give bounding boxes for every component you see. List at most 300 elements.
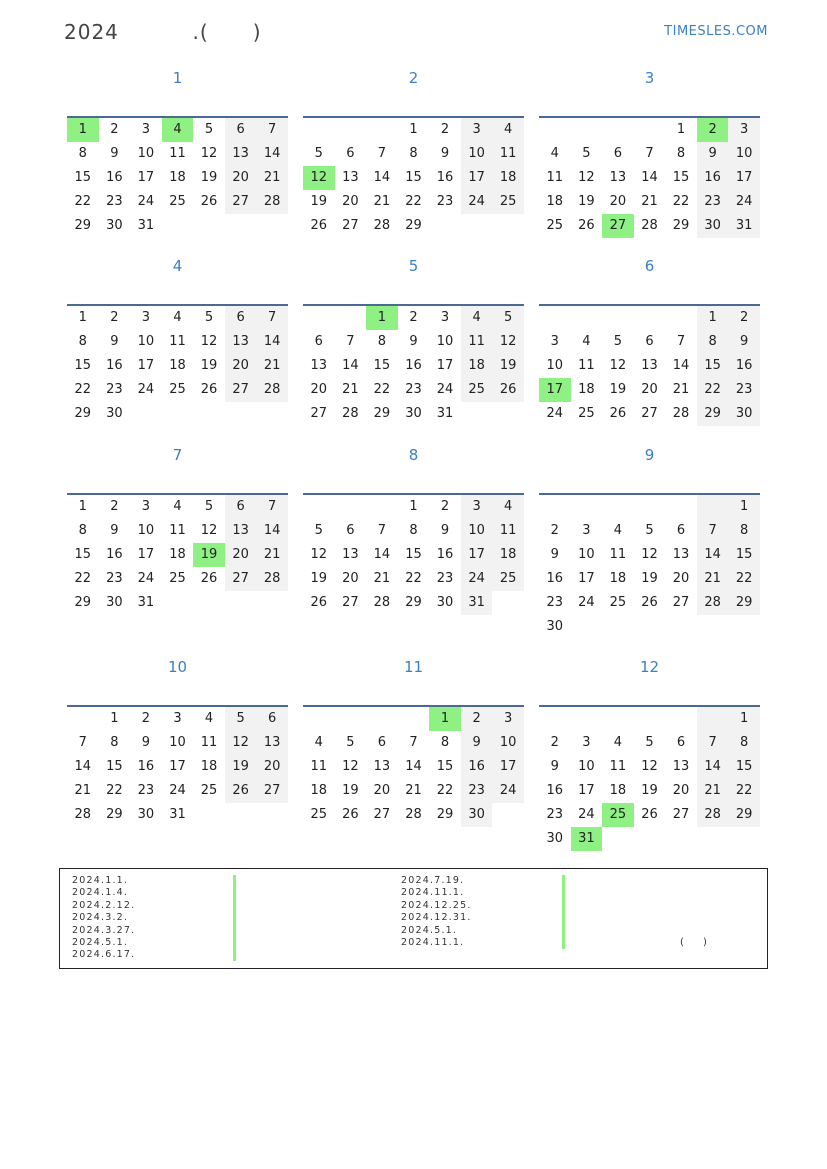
- day-cell: 11: [492, 142, 524, 166]
- day-cell: 31: [571, 827, 603, 851]
- day-cell: 4: [550, 146, 559, 161]
- day-cell: 31: [137, 595, 155, 610]
- month-label: 4: [172, 257, 183, 275]
- day-cell: 27: [225, 567, 257, 591]
- day-cell: 10: [546, 358, 564, 373]
- day-blank: [335, 495, 367, 519]
- day-cell: 18: [492, 166, 524, 190]
- day-cell: 9: [110, 334, 119, 349]
- month-label: 10: [167, 658, 188, 676]
- day-cell: 31: [137, 218, 155, 233]
- month-days-grid: [303, 304, 524, 426]
- day-blank: [665, 306, 697, 330]
- day-cell: 12: [225, 731, 257, 755]
- month-days-grid: [67, 493, 288, 615]
- day-cell: 13: [225, 330, 257, 354]
- day-blank: [602, 707, 634, 731]
- day-cell: 14: [697, 543, 729, 567]
- day-cell: 11: [200, 735, 218, 750]
- day-cell: 31: [169, 807, 186, 822]
- day-cell: 28: [256, 190, 288, 214]
- day-cell: 17: [137, 170, 155, 185]
- day-cell: 22: [405, 571, 422, 586]
- day-cell: 30: [728, 402, 760, 426]
- day-cell: 25: [492, 567, 524, 591]
- day-cell: 10: [436, 334, 454, 349]
- day-cell: 12: [641, 759, 658, 774]
- day-cell: 21: [373, 194, 391, 209]
- day-cell: 1: [728, 707, 760, 731]
- day-cell: 20: [225, 543, 257, 567]
- day-cell: 17: [578, 783, 595, 798]
- day-cell: 29: [697, 402, 729, 426]
- day-cell: 18: [169, 547, 186, 562]
- legend-note: ( ): [680, 937, 707, 948]
- day-cell: 12: [200, 523, 218, 538]
- day-cell: 23: [697, 190, 729, 214]
- day-cell: 17: [436, 358, 454, 373]
- holiday-list-right: [401, 875, 472, 949]
- day-cell: 24: [461, 567, 493, 591]
- holiday-date: 2024.6.17.: [72, 949, 136, 961]
- day-blank: [335, 306, 367, 330]
- day-blank: [697, 495, 729, 519]
- day-blank: [366, 707, 398, 731]
- day-cell: 21: [373, 571, 391, 586]
- day-cell: 7: [697, 519, 729, 543]
- day-cell: 29: [728, 591, 760, 615]
- day-cell: 27: [225, 190, 257, 214]
- day-cell: 19: [342, 783, 359, 798]
- day-cell: 24: [169, 783, 186, 798]
- day-cell: 7: [377, 146, 387, 161]
- day-cell: 29: [74, 595, 92, 610]
- day-blank: [602, 118, 634, 142]
- day-cell: 19: [310, 571, 328, 586]
- day-cell: 6: [225, 306, 257, 330]
- day-cell: 14: [74, 759, 92, 774]
- day-cell: 23: [137, 783, 155, 798]
- day-cell: 22: [405, 194, 422, 209]
- day-blank: [634, 306, 666, 330]
- month-label: 7: [172, 446, 183, 464]
- day-cell: 21: [641, 194, 658, 209]
- month-label: 3: [644, 69, 655, 87]
- day-cell: 19: [310, 194, 328, 209]
- day-cell: 23: [546, 595, 564, 610]
- day-cell: 9: [697, 142, 729, 166]
- day-cell: 15: [405, 170, 422, 185]
- day-cell: 4: [613, 735, 623, 750]
- day-cell: 3: [141, 122, 151, 137]
- month-label: 11: [403, 658, 424, 676]
- day-cell: 9: [141, 735, 151, 750]
- holiday-date: 2024.3.2.: [72, 912, 129, 924]
- day-cell: 14: [373, 170, 391, 185]
- day-cell: 10: [578, 759, 595, 774]
- day-cell: 12: [200, 146, 218, 161]
- day-cell: 1: [67, 118, 99, 142]
- day-cell: 30: [137, 807, 155, 822]
- day-cell: 27: [602, 214, 634, 238]
- day-cell: 21: [256, 543, 288, 567]
- day-cell: 27: [256, 779, 288, 803]
- day-cell: 19: [641, 783, 658, 798]
- day-cell: 11: [169, 146, 186, 161]
- day-cell: 6: [676, 735, 686, 750]
- day-cell: 1: [429, 707, 461, 731]
- day-cell: 27: [672, 807, 690, 822]
- day-blank: [335, 118, 367, 142]
- day-cell: 29: [373, 406, 391, 421]
- day-cell: 29: [405, 595, 422, 610]
- day-cell: 21: [74, 783, 92, 798]
- day-cell: 29: [405, 218, 422, 233]
- day-cell: 7: [346, 334, 355, 349]
- day-cell: 15: [728, 755, 760, 779]
- day-cell: 20: [342, 194, 359, 209]
- day-cell: 12: [641, 547, 658, 562]
- day-cell: 8: [110, 735, 119, 750]
- day-cell: 30: [697, 214, 729, 238]
- day-cell: 16: [436, 547, 454, 562]
- day-cell: 26: [609, 406, 627, 421]
- day-cell: 25: [310, 807, 328, 822]
- day-cell: 14: [672, 358, 690, 373]
- day-cell: 16: [697, 166, 729, 190]
- day-cell: 20: [672, 571, 690, 586]
- day-cell: 19: [641, 571, 658, 586]
- day-cell: 8: [377, 334, 387, 349]
- day-cell: 28: [256, 567, 288, 591]
- day-cell: 18: [609, 571, 627, 586]
- day-cell: 17: [461, 543, 493, 567]
- site-name[interactable]: TIMESLES.COM: [664, 24, 768, 39]
- month-days-grid: [67, 304, 288, 426]
- day-cell: 21: [256, 166, 288, 190]
- day-blank: [303, 118, 335, 142]
- holiday-marker-bar-right: [562, 875, 565, 949]
- day-cell: 23: [106, 382, 123, 397]
- day-cell: 1: [728, 495, 760, 519]
- day-cell: 28: [373, 595, 391, 610]
- day-cell: 3: [141, 310, 151, 325]
- day-cell: 13: [373, 759, 391, 774]
- month-days-grid: [303, 705, 524, 827]
- day-cell: 27: [641, 406, 658, 421]
- day-cell: 18: [200, 759, 218, 774]
- day-cell: 14: [342, 358, 359, 373]
- day-cell: 20: [672, 783, 690, 798]
- day-cell: 4: [613, 523, 623, 538]
- day-cell: 14: [256, 142, 288, 166]
- day-cell: 21: [697, 567, 729, 591]
- day-cell: 8: [728, 731, 760, 755]
- day-cell: 22: [436, 783, 454, 798]
- day-cell: 18: [310, 783, 328, 798]
- holiday-date: 2024.1.1.: [72, 875, 129, 886]
- day-cell: 22: [106, 783, 123, 798]
- day-cell: 17: [461, 166, 493, 190]
- day-cell: 25: [169, 382, 186, 397]
- day-blank: [303, 495, 335, 519]
- day-cell: 23: [461, 779, 493, 803]
- day-cell: 17: [169, 759, 186, 774]
- day-cell: 10: [169, 735, 186, 750]
- day-cell: 29: [728, 803, 760, 827]
- day-blank: [571, 707, 603, 731]
- day-cell: 9: [110, 146, 119, 161]
- day-cell: 30: [546, 831, 564, 846]
- day-cell: 26: [492, 378, 524, 402]
- day-cell: 27: [225, 378, 257, 402]
- day-cell: 2: [141, 711, 151, 726]
- day-cell: 5: [204, 310, 214, 325]
- day-cell: 4: [492, 118, 524, 142]
- day-cell: 2: [110, 499, 119, 514]
- day-cell: 16: [106, 547, 123, 562]
- day-cell: 10: [461, 519, 493, 543]
- month-days-grid: [303, 116, 524, 238]
- day-cell: 28: [697, 803, 729, 827]
- day-cell: 5: [225, 707, 257, 731]
- day-cell: 6: [225, 495, 257, 519]
- day-cell: 28: [697, 591, 729, 615]
- day-cell: 25: [578, 406, 595, 421]
- month-label: 2: [408, 69, 419, 87]
- day-cell: 13: [225, 519, 257, 543]
- day-cell: 30: [436, 595, 454, 610]
- holiday-date: 2024.5.1.: [401, 924, 458, 936]
- day-cell: 9: [728, 330, 760, 354]
- day-cell: 25: [546, 218, 564, 233]
- day-cell: 24: [137, 194, 155, 209]
- day-cell: 27: [342, 595, 359, 610]
- day-cell: 7: [697, 731, 729, 755]
- day-cell: 14: [256, 330, 288, 354]
- day-cell: 25: [602, 803, 634, 827]
- day-cell: 26: [200, 571, 218, 586]
- day-cell: 15: [74, 170, 92, 185]
- day-cell: 24: [436, 382, 454, 397]
- month-label: 5: [408, 257, 419, 275]
- month-label: 8: [408, 446, 419, 464]
- day-blank: [571, 306, 603, 330]
- day-cell: 3: [550, 334, 559, 349]
- day-cell: 17: [728, 166, 760, 190]
- day-cell: 28: [74, 807, 92, 822]
- day-cell: 25: [461, 378, 493, 402]
- day-cell: 13: [225, 142, 257, 166]
- day-cell: 10: [461, 142, 493, 166]
- day-cell: 13: [256, 731, 288, 755]
- day-cell: 6: [613, 146, 623, 161]
- day-cell: 15: [74, 547, 92, 562]
- day-cell: 28: [405, 807, 422, 822]
- day-blank: [571, 118, 603, 142]
- holiday-list-left: [72, 875, 135, 962]
- day-cell: 23: [405, 382, 422, 397]
- day-cell: 16: [106, 358, 123, 373]
- day-cell: 26: [578, 218, 595, 233]
- day-cell: 19: [492, 354, 524, 378]
- holiday-date: 2024.5.1.: [72, 936, 129, 948]
- month-label: 6: [644, 257, 655, 275]
- holiday-date: 2024.7.19.: [401, 875, 465, 886]
- month-days-grid: [67, 705, 288, 827]
- day-blank: [665, 495, 697, 519]
- day-cell: 9: [550, 759, 559, 774]
- day-cell: 30: [405, 406, 422, 421]
- day-cell: 21: [405, 783, 422, 798]
- day-blank: [634, 495, 666, 519]
- day-cell: 22: [373, 382, 391, 397]
- day-cell: 15: [672, 170, 690, 185]
- day-blank: [602, 495, 634, 519]
- day-blank: [398, 707, 430, 731]
- day-cell: 3: [173, 711, 182, 726]
- day-cell: 19: [609, 382, 627, 397]
- day-cell: 8: [676, 146, 686, 161]
- day-cell: 8: [409, 523, 418, 538]
- day-cell: 11: [609, 759, 627, 774]
- day-cell: 27: [310, 406, 328, 421]
- day-cell: 5: [204, 499, 214, 514]
- day-cell: 30: [106, 406, 123, 421]
- page-title: 2024 .( ): [64, 20, 262, 44]
- day-cell: 18: [578, 382, 595, 397]
- day-cell: 20: [310, 382, 328, 397]
- day-cell: 19: [200, 170, 218, 185]
- day-cell: 11: [461, 330, 493, 354]
- day-cell: 7: [78, 735, 87, 750]
- day-blank: [67, 707, 99, 731]
- holiday-legend: [59, 868, 768, 969]
- day-cell: 14: [373, 547, 391, 562]
- day-cell: 10: [728, 142, 760, 166]
- day-cell: 20: [225, 354, 257, 378]
- day-cell: 11: [169, 523, 186, 538]
- day-cell: 29: [74, 218, 92, 233]
- day-cell: 23: [546, 807, 564, 822]
- day-cell: 28: [342, 406, 359, 421]
- day-blank: [697, 707, 729, 731]
- day-cell: 11: [169, 334, 186, 349]
- day-cell: 24: [492, 779, 524, 803]
- day-cell: 5: [314, 523, 323, 538]
- day-cell: 27: [373, 807, 391, 822]
- day-cell: 26: [641, 807, 658, 822]
- day-cell: 3: [461, 118, 493, 142]
- day-cell: 16: [546, 571, 564, 586]
- day-cell: 12: [578, 170, 595, 185]
- holiday-date: 2024.3.27.: [72, 924, 136, 936]
- day-cell: 3: [582, 735, 591, 750]
- day-cell: 26: [310, 218, 328, 233]
- day-cell: 6: [314, 334, 323, 349]
- holiday-date: 2024.2.12.: [72, 899, 136, 911]
- day-blank: [665, 707, 697, 731]
- day-cell: 21: [672, 382, 690, 397]
- day-cell: 30: [106, 595, 123, 610]
- day-cell: 3: [141, 499, 151, 514]
- month-days-grid: [67, 116, 288, 238]
- day-cell: 1: [676, 122, 686, 137]
- day-cell: 7: [377, 523, 387, 538]
- day-cell: 26: [225, 779, 257, 803]
- day-cell: 17: [578, 571, 595, 586]
- day-cell: 11: [609, 547, 627, 562]
- day-cell: 31: [728, 214, 760, 238]
- day-cell: 12: [200, 334, 218, 349]
- day-cell: 20: [256, 755, 288, 779]
- day-cell: 23: [436, 571, 454, 586]
- day-cell: 12: [342, 759, 359, 774]
- day-cell: 5: [492, 306, 524, 330]
- day-cell: 24: [578, 595, 595, 610]
- holiday-date: 2024.1.4.: [72, 887, 129, 899]
- day-cell: 25: [169, 194, 186, 209]
- day-cell: 20: [225, 166, 257, 190]
- day-cell: 8: [78, 334, 87, 349]
- day-cell: 16: [728, 354, 760, 378]
- day-cell: 6: [256, 707, 288, 731]
- day-blank: [602, 306, 634, 330]
- day-cell: 24: [546, 406, 564, 421]
- day-cell: 12: [492, 330, 524, 354]
- day-cell: 22: [728, 779, 760, 803]
- day-cell: 4: [173, 499, 182, 514]
- day-cell: 3: [492, 707, 524, 731]
- day-cell: 2: [550, 735, 559, 750]
- month-label: 12: [639, 658, 660, 676]
- day-cell: 17: [492, 755, 524, 779]
- day-blank: [571, 495, 603, 519]
- day-cell: 26: [310, 595, 328, 610]
- day-blank: [634, 707, 666, 731]
- day-cell: 5: [645, 523, 654, 538]
- day-cell: 8: [728, 519, 760, 543]
- day-cell: 19: [200, 358, 218, 373]
- day-cell: 17: [137, 547, 155, 562]
- day-cell: 6: [225, 118, 257, 142]
- day-cell: 28: [672, 406, 690, 421]
- day-cell: 9: [110, 523, 119, 538]
- day-cell: 1: [110, 711, 119, 726]
- day-cell: 29: [74, 406, 92, 421]
- day-cell: 28: [373, 218, 391, 233]
- holiday-date: 2024.11.1.: [401, 936, 465, 948]
- day-blank: [335, 707, 367, 731]
- day-cell: 13: [672, 547, 690, 562]
- day-cell: 24: [728, 190, 760, 214]
- day-cell: 20: [641, 382, 658, 397]
- day-cell: 29: [672, 218, 690, 233]
- day-cell: 25: [200, 783, 218, 798]
- day-cell: 2: [110, 310, 119, 325]
- day-cell: 21: [697, 779, 729, 803]
- day-cell: 17: [137, 358, 155, 373]
- day-cell: 1: [409, 122, 418, 137]
- day-cell: 1: [697, 306, 729, 330]
- day-cell: 16: [546, 783, 564, 798]
- day-cell: 21: [256, 354, 288, 378]
- day-cell: 9: [461, 731, 493, 755]
- month-days-grid: [303, 493, 524, 615]
- day-cell: 26: [200, 194, 218, 209]
- day-cell: 18: [492, 543, 524, 567]
- day-cell: 8: [409, 146, 418, 161]
